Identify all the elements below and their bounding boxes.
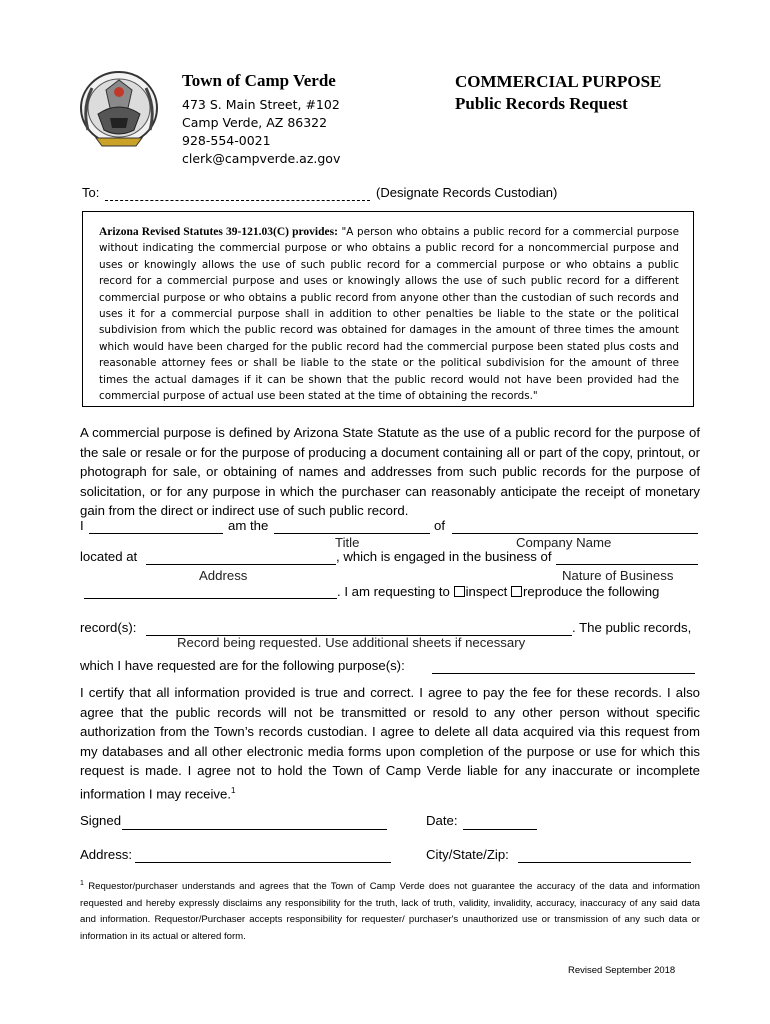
title-caption: Title: [335, 535, 360, 550]
records-tail: . The public records,: [572, 620, 692, 635]
am-the-label: am the: [228, 518, 269, 533]
requesting-label: . I am requesting to: [337, 584, 450, 599]
records-label: record(s):: [80, 620, 137, 635]
address-sig-label: Address:: [80, 847, 133, 862]
address-caption: Address: [199, 568, 248, 583]
nature-caption: Nature of Business: [562, 568, 674, 583]
footnote-text: Requestor/purchaser understands and agrees that the Town of Camp Verde does not guarantee the accuracy of the data and information requested and hereby expressly disclaims any responsibility for the truth, lack of truth, validity, invalidity, accuracy, inaccuracy of any said data and information. Requestor/Purchaser accepts responsibility for requester/ purchaser's unauthorized use or transmission of any such data or information in its actual or altered form.: [80, 881, 700, 942]
form-title-line-2: Public Records Request: [455, 94, 628, 113]
engaged-label: , which is engaged in the business of: [336, 549, 552, 564]
statute-heading: Arizona Revised Statutes 39-121.03(C) provides:: [99, 226, 338, 238]
signed-label: Signed: [80, 813, 122, 828]
city-label: City/State/Zip:: [426, 847, 509, 862]
phone-line: 928-554-0021: [182, 133, 271, 148]
address-line: Camp Verde, AZ 86322: [182, 115, 328, 130]
certify-text: I certify that all information provided is true and correct. I agree to pay the fee for these records. I also agree that the public records will not be transmitted or resold to any other person without specific authorization from the Town’s records custodian. I agree to delete all data acquired via this request from my databases and all other electronic media forms upon completion of the purpose or use for which this request is made. I agree not to hold the Town of Camp Verde liable for any inaccurate or incomplete information I may receive.: [80, 685, 700, 801]
records-caption: Record being requested. Use additional sheets if necessary: [177, 635, 526, 650]
inspect-label: inspect: [465, 584, 508, 599]
requesting-entity-field[interactable]: [84, 598, 337, 599]
definition-paragraph: A commercial purpose is defined by Arizona State Statute as the use of a public record for the purpose of the sale or resale or for the purpose of producing a document containing all or part of the copy, printout, or photograph for sale, or obtaining of names and addresses from such public records for the purpose of solicitation, or for any purpose in which the purchaser can reasonably anticipate the receipt of monetary gain from the direct or indirect use of such public record.: [80, 425, 700, 518]
town-address: [182, 96, 340, 168]
address-line: 473 S. Main Street, #102: [182, 97, 340, 112]
purpose-field[interactable]: [432, 673, 695, 674]
to-label: To:: [82, 185, 100, 200]
located-at-label: located at: [80, 549, 138, 564]
purpose-label: which I have requested are for the following purpose(s):: [80, 658, 405, 673]
address-field[interactable]: [146, 564, 336, 565]
inspect-checkbox[interactable]: [454, 586, 465, 597]
certify-paragraph: [80, 683, 700, 803]
city-field[interactable]: [518, 862, 691, 863]
company-caption: Company Name: [516, 535, 612, 550]
statute-text: [99, 224, 679, 404]
name-field[interactable]: [89, 533, 223, 534]
company-field[interactable]: [452, 533, 698, 534]
statute-body: "A person who obtains a public record for a commercial purpose without indicating the commercial purpose or who obtains a public record for a noncommercial purpose and uses or knowingly allows the use of such public record for a commercial purpose or who obtains a public record for a commercial purpose and uses or knowingly allows the use of such public record for a different commercial purpose or who obtains a public record from anyone other than the custodian of such records and uses it for a commercial purpose shall in addition to other penalties be liable to the state or the political subdivision from which the public record was obtained for damages in the amount of three times the amount which would have been charged for the public record had the commercial purpose been stated plus costs and reasonable attorney fees or shall be liable to the state or the political subdivision for the amount of three times the actual damages if it can be shown that the public record would not have been provided had the commercial purpose of actual use been stated at the time of obtaining the records.": [99, 226, 679, 403]
footnote: [80, 876, 700, 945]
reproduce-label: reproduce the following: [523, 584, 660, 599]
form-title-line-1: COMMERCIAL PURPOSE: [455, 72, 662, 91]
requesting-line: [337, 584, 659, 599]
date-label: Date:: [426, 813, 458, 828]
business-field[interactable]: [556, 564, 698, 565]
revised-date: Revised September 2018: [568, 965, 676, 976]
email-line: clerk@campverde.az.gov: [182, 151, 341, 166]
signature-field[interactable]: [122, 829, 387, 830]
footnote-mark: 1: [80, 880, 84, 887]
of-label: of: [434, 518, 445, 533]
form-title: [455, 71, 661, 115]
footnote-ref: 1: [230, 785, 236, 795]
town-seal-icon: [76, 68, 162, 152]
town-name: Town of Camp Verde: [182, 71, 336, 90]
reproduce-checkbox[interactable]: [511, 586, 522, 597]
title-field[interactable]: [274, 533, 430, 534]
custodian-note: (Designate Records Custodian): [376, 185, 558, 200]
address-sig-field[interactable]: [135, 862, 391, 863]
custodian-field[interactable]: [105, 200, 370, 201]
i-label: I: [80, 518, 84, 533]
date-field[interactable]: [463, 829, 537, 830]
